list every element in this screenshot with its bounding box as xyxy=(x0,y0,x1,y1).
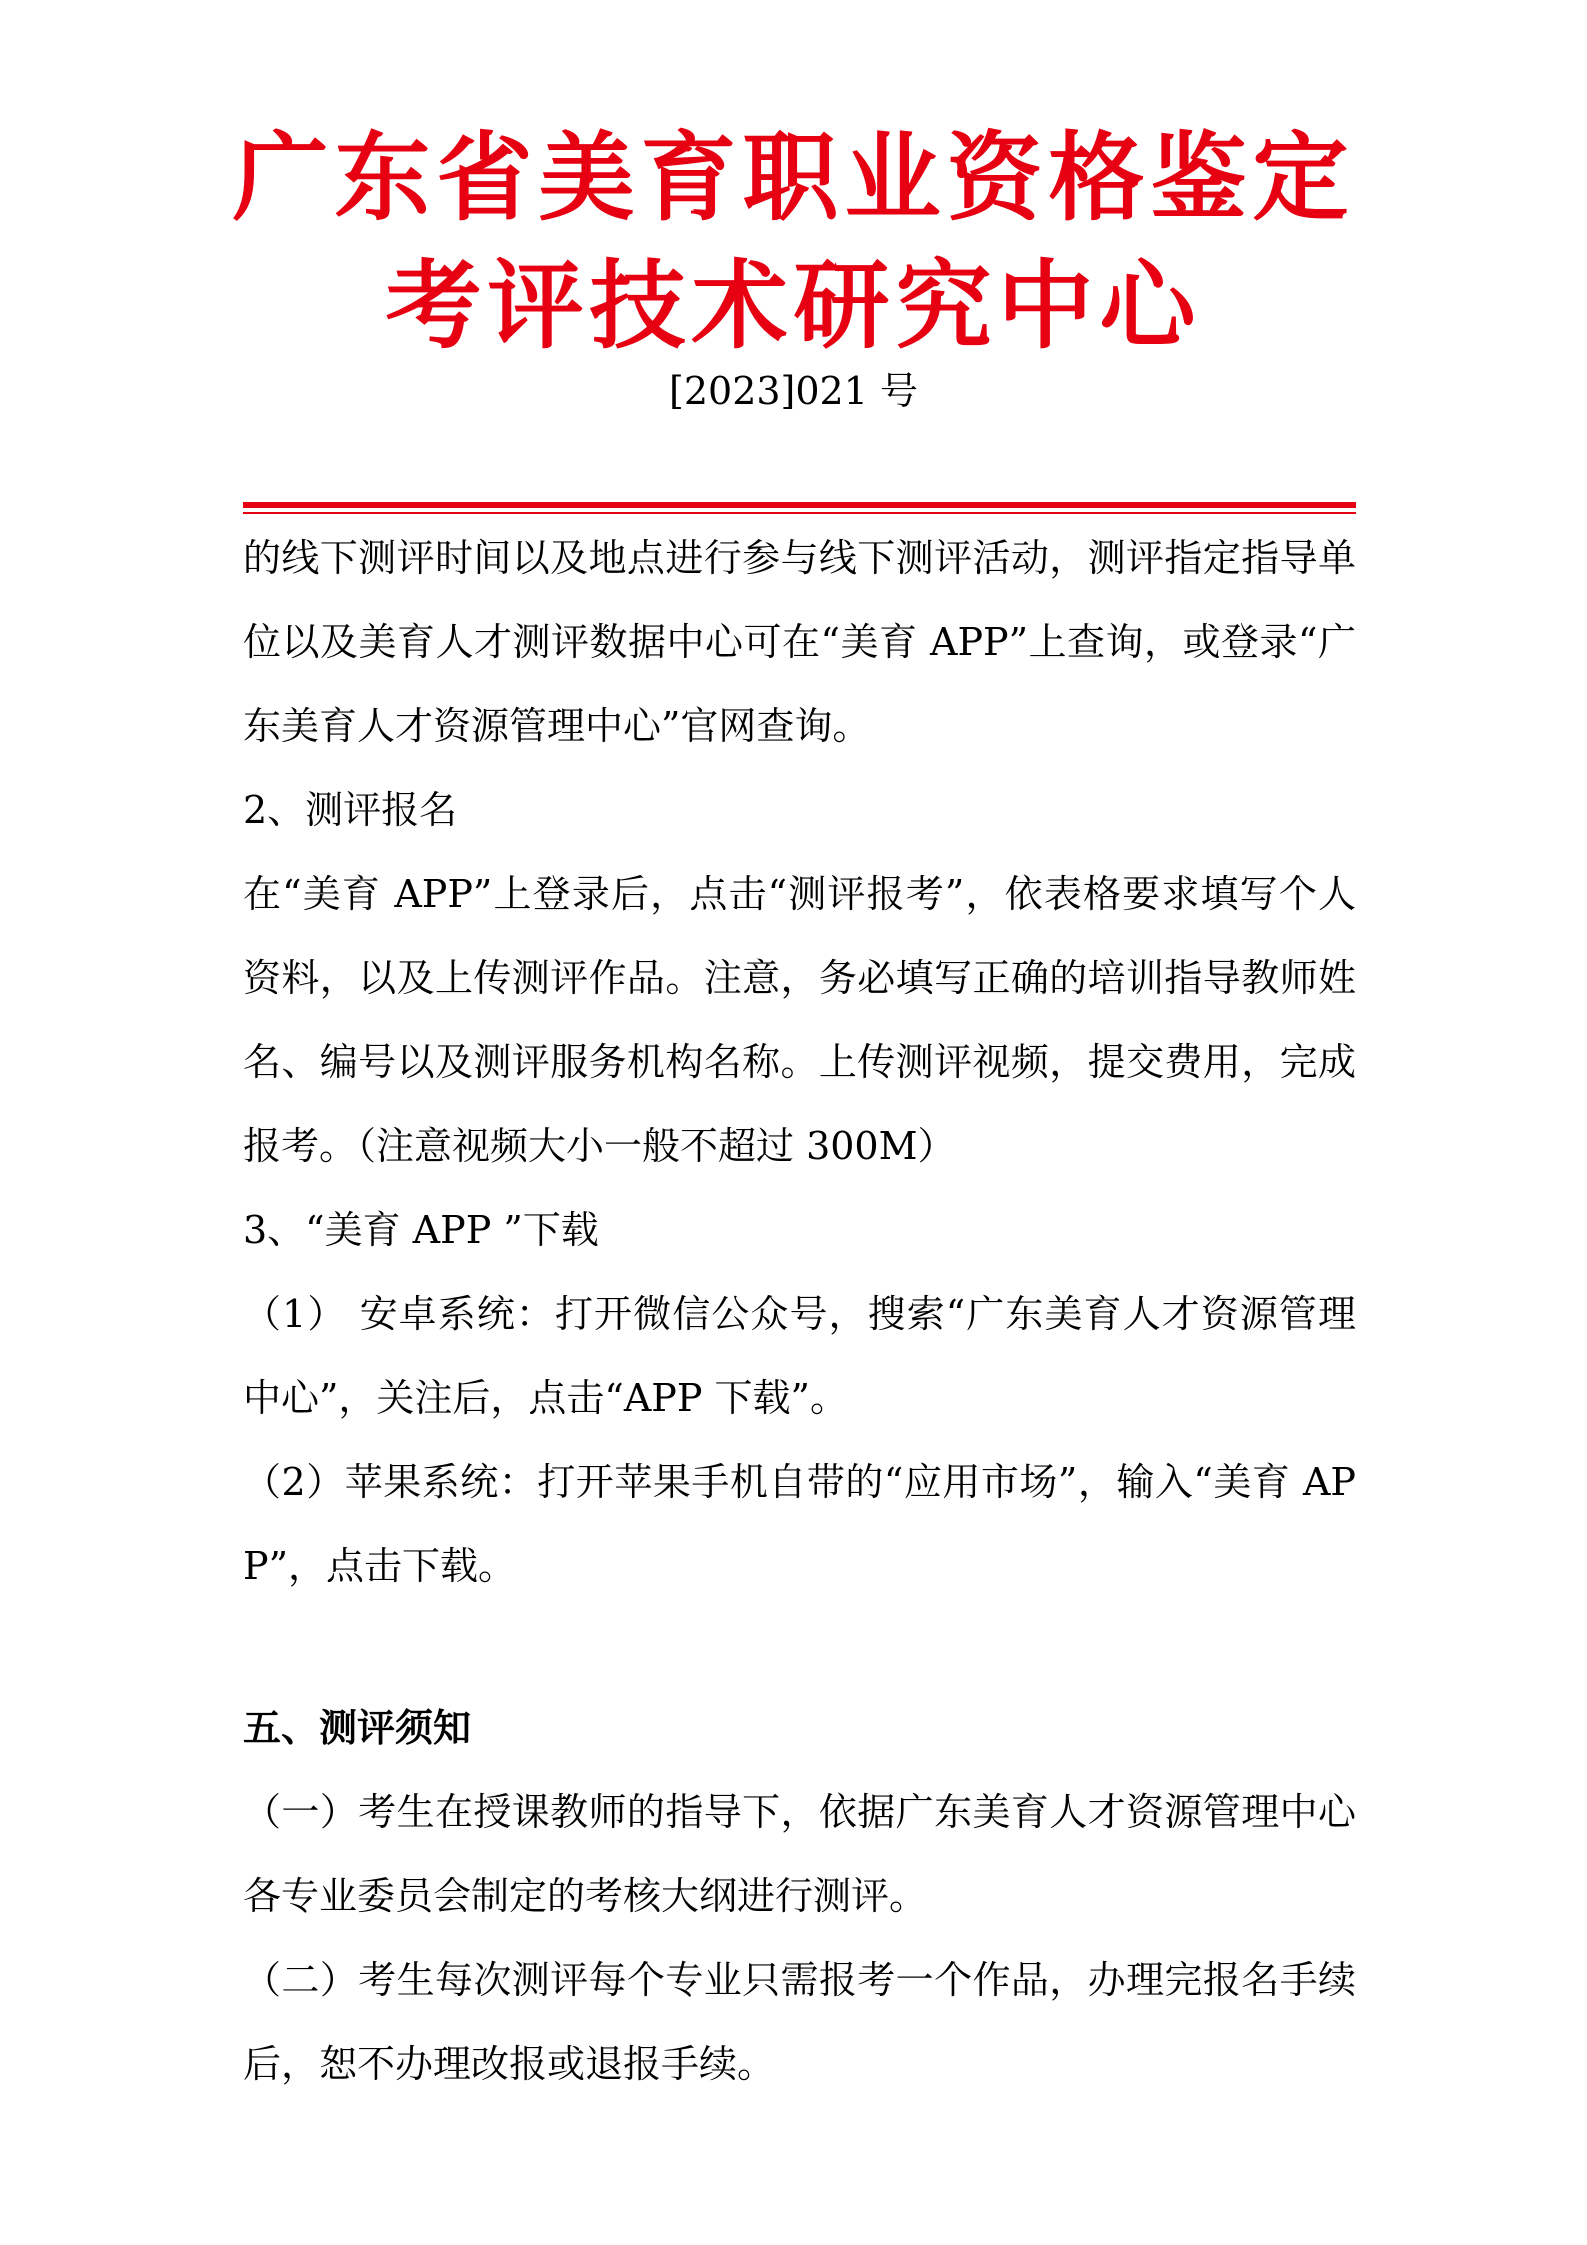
paragraph-offline-assessment: 的线下测评时间以及地点进行参与线下测评活动，测评指定指导单位以及美育人才测评数据中心可在“美育 APP”上查询，或登录“广东美育人才资源管理中心”官网查询。 xyxy=(243,536,1356,748)
paragraph-notice-1: （一）考生在授课教师的指导下，依据广东美育人才资源管理中心各专业委员会制定的考核大纲进行测评。 xyxy=(243,1790,1356,1918)
document-title-line-1: 广东省美育职业资格鉴定 xyxy=(232,122,1355,234)
document-number: [2023]021 号 xyxy=(669,369,918,413)
section-5-heading: 五、测评须知 xyxy=(243,1706,472,1750)
paragraph-android: （1） 安卓系统：打开微信公众号，搜索“广东美育人才资源管理中心”，关注后，点击“APP 下载”。 xyxy=(243,1292,1356,1420)
header-divider-thick xyxy=(243,502,1356,508)
document-title-line-2: 考评技术研究中心 xyxy=(385,250,1202,362)
paragraph-notice-2: （二）考生每次测评每个专业只需报考一个作品，办理完报名手续后，恕不办理改报或退报手续。 xyxy=(243,1958,1356,2086)
paragraph-registration: 在“美育 APP”上登录后，点击“测评报考”，依表格要求填写个人资料，以及上传测评作品。注意，务必填写正确的培训指导教师姓名、编号以及测评服务机构名称。上传测评视频，提交费用，完成报考。（注意视频大小一般不超过 300M） xyxy=(243,872,1356,1168)
header-divider-thin xyxy=(243,512,1356,514)
item-registration-heading: 2、测评报名 xyxy=(243,788,458,832)
paragraph-ios: （2）苹果系统：打开苹果手机自带的“应用市场”，输入“美育 APP”，点击下载。 xyxy=(243,1460,1356,1588)
item-app-download-heading: 3、“美育 APP ”下载 xyxy=(243,1208,599,1252)
